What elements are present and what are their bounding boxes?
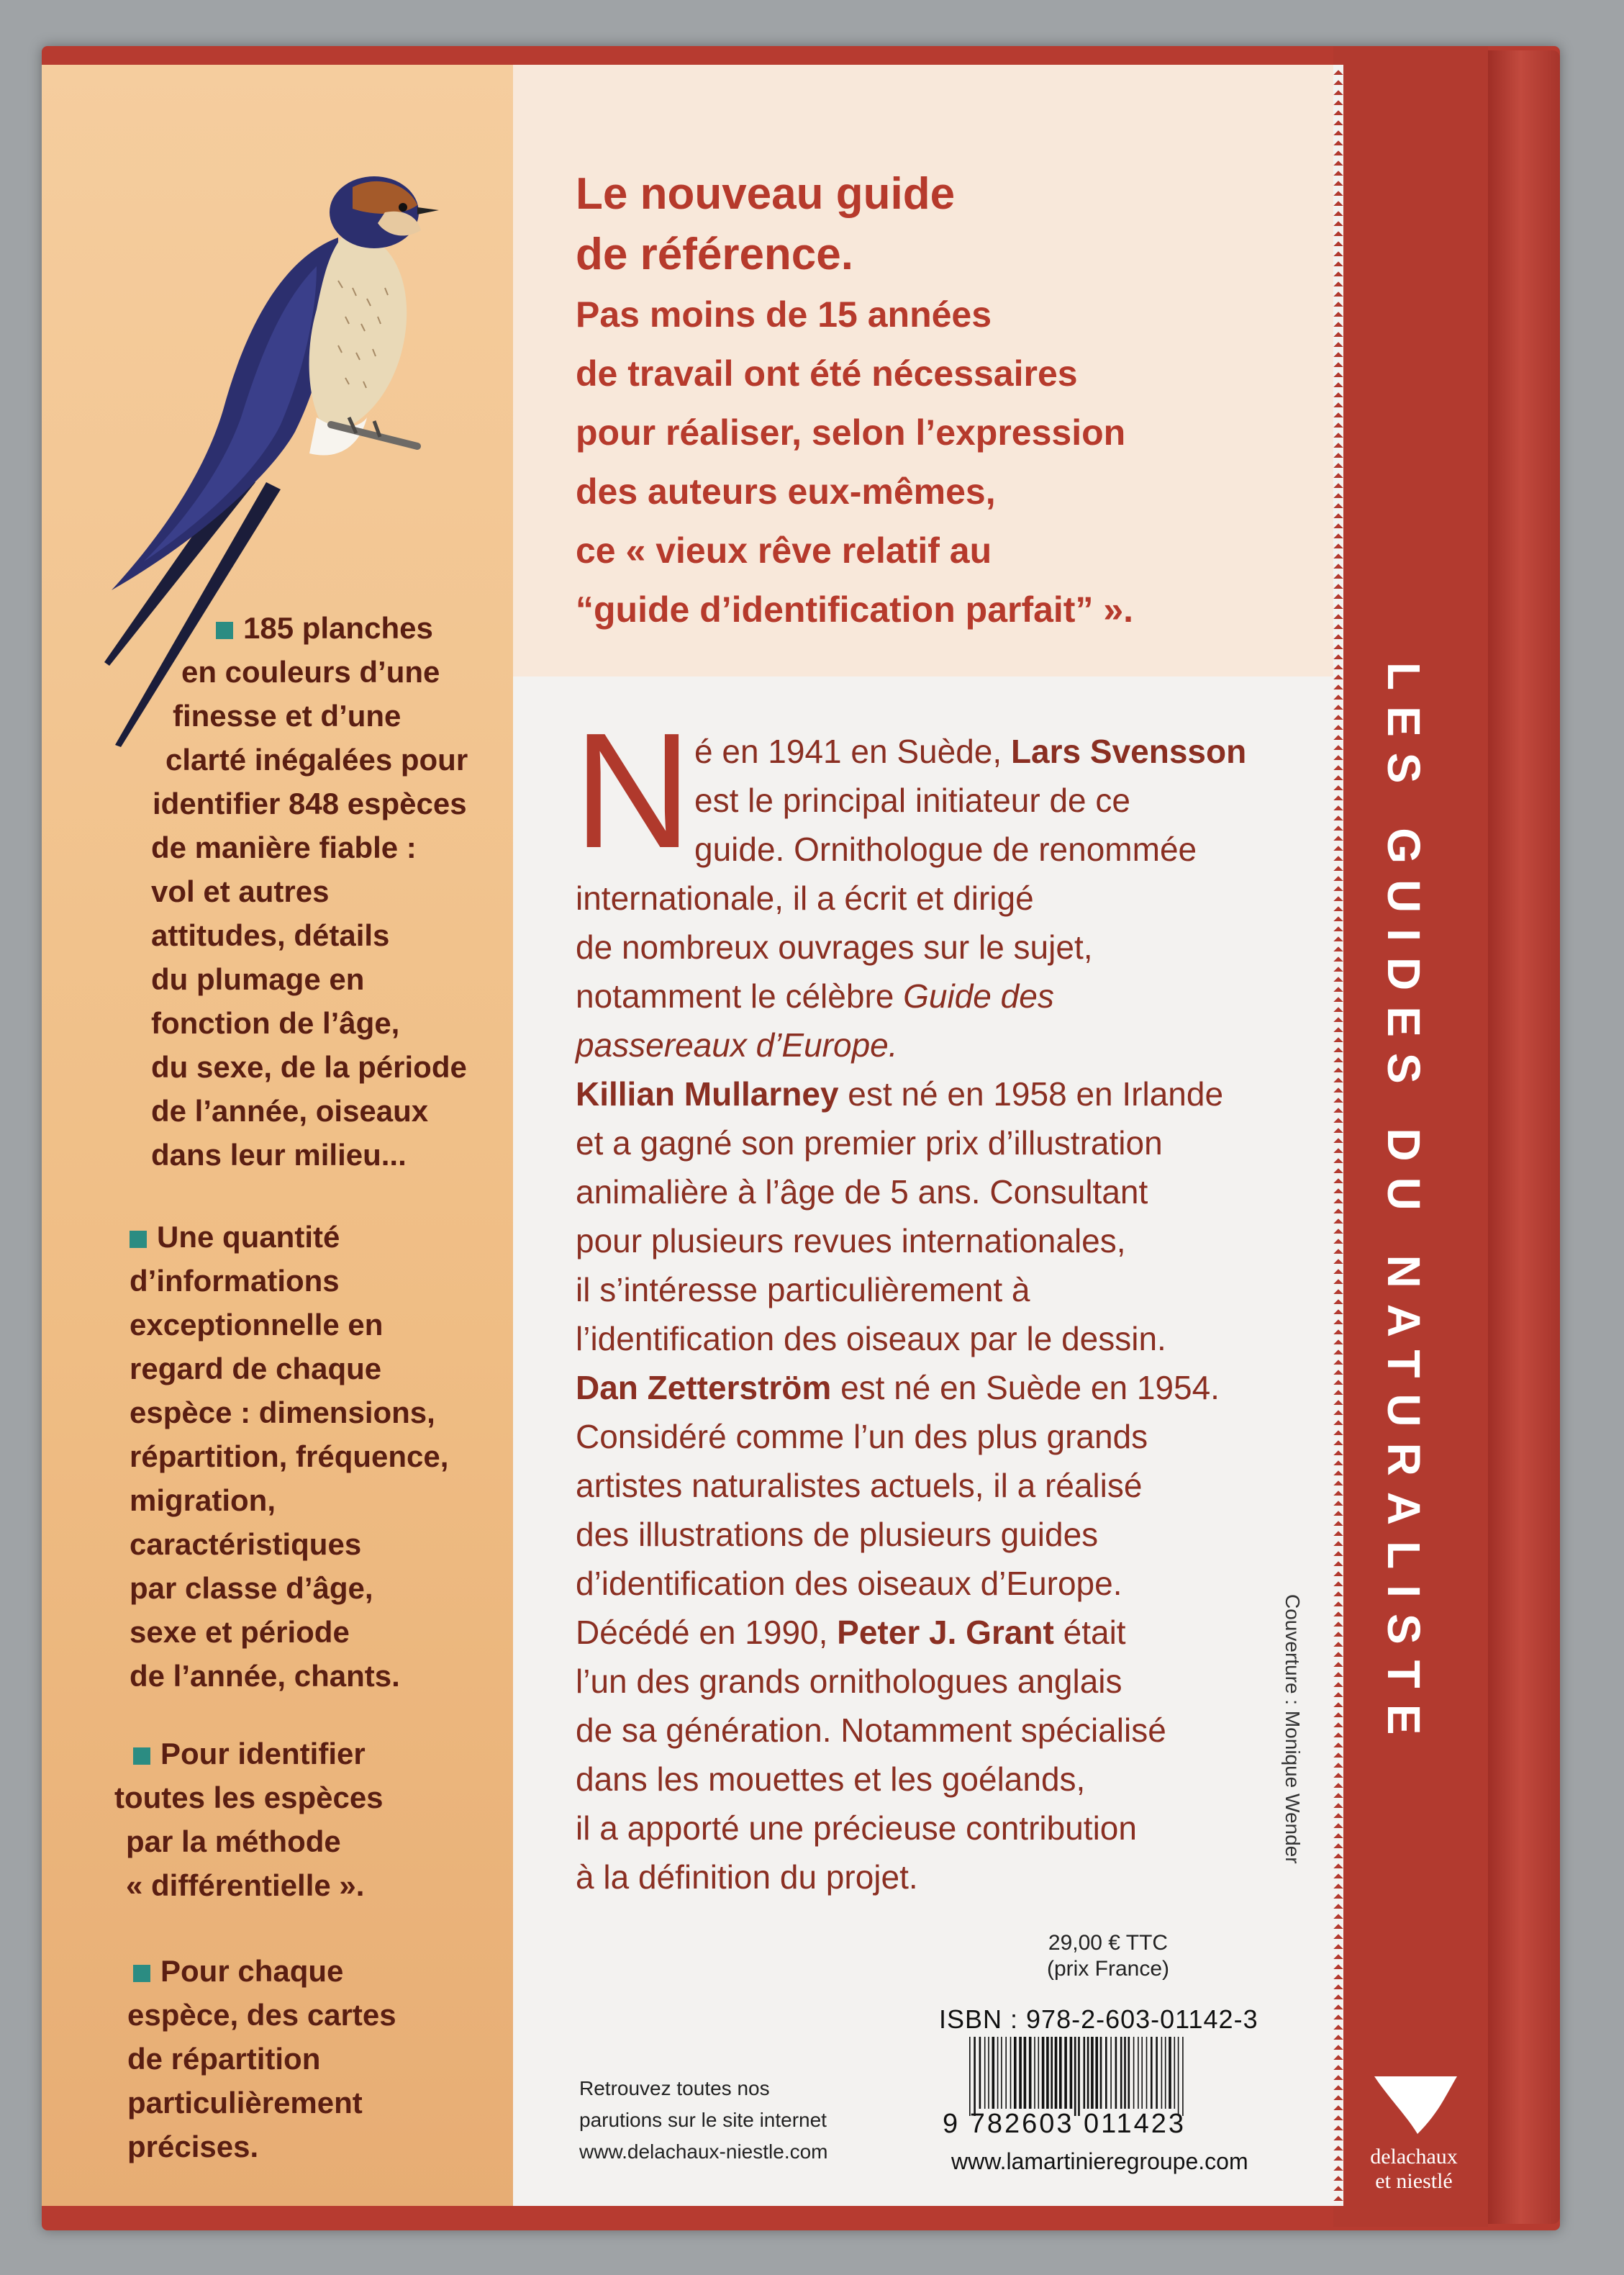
- barcode-bar: [1120, 2037, 1122, 2109]
- bio-line: [576, 1657, 1223, 1706]
- bullet-line: [114, 1776, 384, 1819]
- barcode-bar: [1014, 2037, 1017, 2109]
- bio-line: [576, 1314, 1223, 1363]
- bullet-line: [130, 1390, 448, 1434]
- barcode-bar: [997, 2037, 999, 2109]
- bio-text-run: guide. Ornithologue de renommée: [694, 831, 1197, 868]
- book-title: Guide des: [903, 977, 1054, 1015]
- barcode-bar: [1078, 2037, 1080, 2116]
- barcode-bar: [1046, 2037, 1049, 2109]
- bullet-line: [126, 1819, 384, 1863]
- bullet-text: 185 planches: [243, 611, 433, 645]
- author-name: Dan Zetterström: [576, 1369, 832, 1406]
- barcode-bar: [1115, 2037, 1117, 2109]
- bullet-line: [127, 2081, 396, 2125]
- bullet-line: [130, 1259, 448, 1303]
- feature-bullet: [151, 606, 468, 1177]
- bullet-text: regard de chaque: [130, 1352, 382, 1385]
- barcode-bar: [1169, 2037, 1171, 2109]
- website-note-line: parutions sur le site internet: [579, 2109, 827, 2131]
- headline-line: de référence.: [576, 230, 853, 279]
- bio-text-run: il a apporté une précieuse contribution: [576, 1809, 1137, 1847]
- feature-bullet: [114, 1732, 384, 1907]
- price-note: (prix France): [1046, 1957, 1170, 1981]
- barcode-bar: [1151, 2037, 1153, 2109]
- bullet-text: du plumage en: [151, 962, 365, 996]
- author-name: Peter J. Grant: [837, 1614, 1054, 1651]
- bio-line: [694, 727, 1246, 776]
- publisher-name: et niestlé: [1375, 2169, 1453, 2193]
- bullet-text: particulièrement: [127, 2086, 363, 2120]
- barcode-bar: [1178, 2037, 1179, 2116]
- author-name: Lars Svensson: [1010, 733, 1247, 770]
- bio-line: [694, 825, 1246, 874]
- barcode-bar: [1019, 2037, 1022, 2109]
- bullet-text: clarté inégalées pour: [165, 743, 468, 777]
- bullet-line: [151, 1045, 468, 1089]
- author-name: Killian Mullarney: [576, 1075, 839, 1113]
- barcode-bar: [1182, 2037, 1184, 2116]
- price-amount: 29,00 € TTC: [1048, 1931, 1169, 1955]
- bullet-text: exceptionnelle en: [130, 1308, 384, 1342]
- bullet-line: [151, 1001, 468, 1045]
- bio-text-run: internationale, il a écrit et dirigé: [576, 879, 1034, 917]
- bullet-line: [130, 1347, 448, 1390]
- bullet-text: Une quantité: [157, 1220, 340, 1254]
- bullet-line: [151, 826, 468, 869]
- intro-line: des auteurs eux-mêmes,: [576, 471, 996, 512]
- bullet-line: [130, 1478, 448, 1522]
- bullet-line: [151, 957, 468, 1001]
- bio-line: [576, 1559, 1223, 1608]
- intro-line: pour réaliser, selon l’expression: [576, 412, 1126, 453]
- barcode-bar: [1038, 2037, 1040, 2109]
- feature-bullet: [127, 1949, 396, 2168]
- headline-line: Le nouveau guide: [576, 169, 956, 219]
- barcode-bar: [1051, 2037, 1053, 2109]
- barcode-bar: [1070, 2037, 1073, 2109]
- price: [1036, 1930, 1180, 1982]
- bullet-line: [130, 1610, 448, 1654]
- bio-text-run: est né en Suède en 1954.: [831, 1369, 1220, 1406]
- barcode-bar: [1110, 2037, 1112, 2109]
- barcode-bar: [1042, 2037, 1045, 2109]
- barcode-bar: [969, 2037, 971, 2116]
- barcode-bar: [1156, 2037, 1158, 2109]
- bio-text-run: notamment le célèbre: [576, 977, 904, 1015]
- bullet-text: attitudes, détails: [151, 918, 390, 952]
- publisher-name: delachaux: [1370, 2145, 1458, 2168]
- bio-text-run: dans les mouettes et les goélands,: [576, 1760, 1086, 1798]
- barcode-bar: [1001, 2037, 1002, 2109]
- bullet-square-icon: [133, 1747, 150, 1765]
- bio-text-run: était: [1053, 1614, 1126, 1651]
- feature-bullet: [130, 1215, 448, 1698]
- bullet-line: [133, 1949, 396, 1993]
- bio-line: [576, 1216, 1223, 1265]
- intro-line: ce « vieux rêve relatif au: [576, 530, 992, 571]
- bio-line: [576, 923, 1223, 972]
- cover-credit: Couverture : Monique Wender: [1281, 1594, 1304, 1864]
- bullet-text: du sexe, de la période: [151, 1050, 467, 1084]
- bullet-text: Pour chaque: [160, 1954, 344, 1988]
- bio-line: [576, 1608, 1223, 1657]
- bio-text-run: l’identification des oiseaux par le dessin.: [576, 1320, 1166, 1357]
- bullet-line: [130, 1566, 448, 1610]
- bullet-text: Pour identifier: [160, 1737, 366, 1770]
- bullet-text: d’informations: [130, 1264, 340, 1298]
- isbn: ISBN : 978-2-603-01142-3: [939, 2004, 1258, 2034]
- book-title: passereaux d’Europe.: [576, 1026, 898, 1064]
- intro-line: “guide d’identification parfait” ».: [576, 589, 1134, 630]
- barcode-bar: [1133, 2037, 1135, 2109]
- bullet-text: sexe et période: [130, 1615, 350, 1649]
- bullet-square-icon: [130, 1231, 147, 1248]
- bullet-text: de répartition: [127, 2042, 321, 2076]
- bullet-line: [181, 650, 468, 694]
- bullet-line: [151, 869, 468, 913]
- bullet-line: [133, 1732, 384, 1776]
- intro-text: [576, 164, 1133, 639]
- barcode-bar: [1024, 2037, 1027, 2109]
- bullet-text: de manière fiable :: [151, 831, 417, 864]
- website-note-line: www.delachaux-niestle.com: [579, 2140, 828, 2163]
- bullet-line: [130, 1522, 448, 1566]
- barcode-bar: [1034, 2037, 1035, 2109]
- bullet-line: [151, 1089, 468, 1133]
- bullet-text: par classe d’âge,: [130, 1571, 373, 1605]
- bullet-text: dans leur milieu...: [151, 1138, 407, 1172]
- bullet-line: [127, 2037, 396, 2081]
- bullet-text: par la méthode: [126, 1824, 341, 1858]
- publisher-logo: [1353, 2073, 1475, 2194]
- bio-line: [694, 776, 1246, 825]
- barcode-bar: [1084, 2037, 1086, 2109]
- bullet-line: [130, 1434, 448, 1478]
- bullet-square-icon: [216, 622, 233, 639]
- bullet-text: « différentielle ».: [126, 1868, 365, 1902]
- bio-text-run: est le principal initiateur de ce: [694, 782, 1130, 819]
- book-spine-edge: [1488, 50, 1560, 2224]
- bullet-text: caractéristiques: [130, 1527, 362, 1561]
- bio-intro: [694, 727, 1246, 874]
- bullet-line: [173, 694, 468, 738]
- barcode-bar: [1029, 2037, 1032, 2109]
- bio-line: [576, 1755, 1223, 1804]
- bio-text-run: pour plusieurs revues internationales,: [576, 1222, 1126, 1259]
- bio-text-run: à la définition du projet.: [576, 1858, 918, 1896]
- bullet-line: [126, 1863, 384, 1907]
- group-website: www.lamartinieregroupe.com: [951, 2148, 1248, 2174]
- bio-line: [576, 1265, 1223, 1314]
- bio-text-run: Décédé en 1990,: [576, 1614, 838, 1651]
- barcode-number: 9 782603 011423: [943, 2109, 1187, 2139]
- bio-text-run: d’identification des oiseaux d’Europe.: [576, 1565, 1122, 1602]
- bullet-line: [165, 738, 468, 782]
- barcode: [968, 2037, 1252, 2116]
- bio-line: [576, 1363, 1223, 1412]
- bullet-text: identifier 848 espèces: [153, 787, 467, 820]
- bullet-square-icon: [133, 1965, 150, 1982]
- bullet-text: vol et autres: [151, 874, 330, 908]
- barcode-bar: [1174, 2037, 1176, 2109]
- barcode-bar: [1064, 2037, 1067, 2109]
- barcode-bar: [1141, 2037, 1143, 2109]
- bio-text-run: l’un des grands ornithologues anglais: [576, 1663, 1122, 1700]
- bullet-line: [216, 606, 468, 650]
- barcode-bar: [974, 2037, 976, 2116]
- bio-text-run: animalière à l’âge de 5 ans. Consultant: [576, 1173, 1148, 1211]
- bio-line: [576, 1461, 1223, 1510]
- barcode-bar: [1161, 2037, 1163, 2109]
- bullet-line: [153, 782, 468, 826]
- barcode-bar: [1105, 2037, 1107, 2109]
- barcode-bar: [1138, 2037, 1139, 2109]
- bio-line: [576, 1021, 1223, 1069]
- bio-line: [576, 972, 1223, 1021]
- drop-cap: N: [573, 700, 692, 882]
- barcode-bar: [1100, 2037, 1102, 2109]
- bio-text-run: il s’intéresse particulièrement à: [576, 1271, 1030, 1308]
- barcode-bar: [1074, 2037, 1076, 2116]
- barcode-bar: [1095, 2037, 1098, 2109]
- barcode-bar: [984, 2037, 986, 2109]
- bio-text: [576, 874, 1223, 1901]
- bio-text-run: de sa génération. Notamment spécialisé: [576, 1711, 1166, 1749]
- bullet-line: [151, 913, 468, 957]
- barcode-bar: [1128, 2037, 1130, 2109]
- bio-text-run: Considéré comme l’un des plus grands: [576, 1418, 1148, 1455]
- bio-line: [576, 1853, 1223, 1901]
- bullet-text: espèce, des cartes: [127, 1998, 396, 2032]
- barcode-bar: [1010, 2037, 1012, 2109]
- bio-text-run: artistes naturalistes actuels, il a réalisé: [576, 1467, 1143, 1504]
- bio-line: [576, 1118, 1223, 1167]
- bullet-text: en couleurs d’une: [181, 655, 440, 689]
- website-note-line: Retrouvez toutes nos: [579, 2077, 770, 2099]
- bullet-text: finesse et d’une: [173, 699, 402, 733]
- barcode-bar: [979, 2037, 981, 2109]
- barcode-bar: [1055, 2037, 1058, 2109]
- bullet-line: [127, 2125, 396, 2168]
- bullet-text: espèce : dimensions,: [130, 1396, 435, 1429]
- bullet-text: de l’année, chants.: [130, 1659, 400, 1693]
- bio-text-run: des illustrations de plusieurs guides: [576, 1516, 1099, 1553]
- bullet-text: toutes les espèces: [114, 1781, 384, 1814]
- barcode-bar: [992, 2037, 995, 2109]
- barcode-bar: [1124, 2037, 1126, 2109]
- bio-line: [576, 1706, 1223, 1755]
- bullet-line: [130, 1303, 448, 1347]
- bullet-line: [130, 1654, 448, 1698]
- barcode-bar: [1087, 2037, 1089, 2109]
- bio-line: [576, 1069, 1223, 1118]
- bullet-text: fonction de l’âge,: [151, 1006, 400, 1040]
- intro-line: Pas moins de 15 années: [576, 294, 992, 335]
- bullet-line: [130, 1215, 448, 1259]
- barcode-bar: [1059, 2037, 1062, 2109]
- barcode-bar: [1091, 2037, 1094, 2109]
- website-note: [579, 2073, 828, 2168]
- bio-text-run: et a gagné son premier prix d’illustration: [576, 1124, 1163, 1162]
- bio-line: [576, 1804, 1223, 1853]
- bullet-line: [151, 1133, 468, 1177]
- barcode-bar: [1146, 2037, 1148, 2109]
- barcode-bar: [1165, 2037, 1166, 2109]
- intro-line: de travail ont été nécessaires: [576, 353, 1078, 394]
- bullet-text: répartition, fréquence,: [130, 1439, 449, 1473]
- bio-line: [576, 1510, 1223, 1559]
- bio-text-run: de nombreux ouvrages sur le sujet,: [576, 928, 1093, 966]
- bullet-line: [127, 1993, 396, 2037]
- barcode-bar: [988, 2037, 989, 2109]
- bio-line: [576, 874, 1223, 923]
- barcode-bar: [1005, 2037, 1007, 2109]
- publisher-emblem-icon: [1367, 2073, 1461, 2138]
- bio-text-run: est né en 1958 en Irlande: [838, 1075, 1224, 1113]
- bullet-text: migration,: [130, 1483, 276, 1517]
- bullet-text: précises.: [127, 2130, 259, 2163]
- bullet-text: de l’année, oiseaux: [151, 1094, 429, 1128]
- series-title: LES GUIDES DU NATURALISTE: [1378, 662, 1430, 1751]
- bio-line: [576, 1412, 1223, 1461]
- zigzag-border: [1333, 65, 1343, 2206]
- bio-line: [576, 1167, 1223, 1216]
- bio-text-run: é en 1941 en Suède,: [694, 733, 1011, 770]
